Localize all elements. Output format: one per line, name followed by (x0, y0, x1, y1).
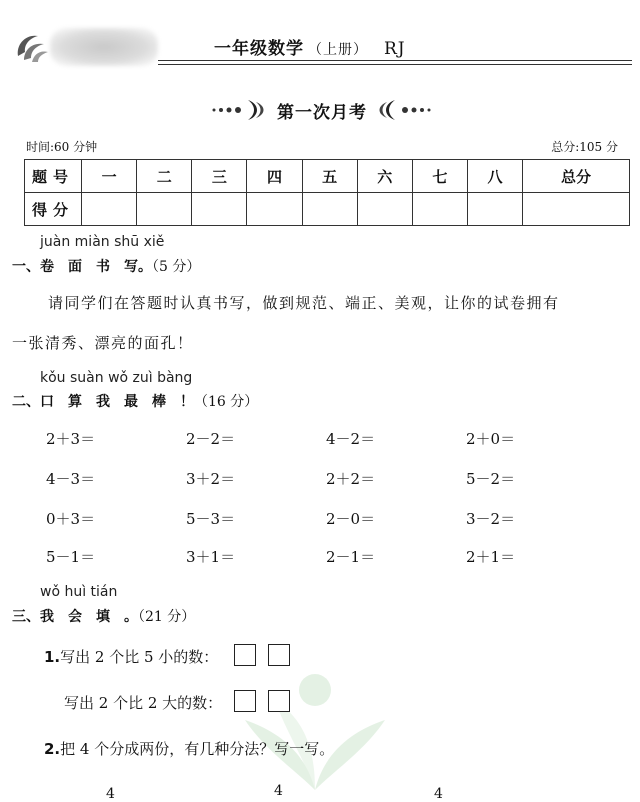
section1-line2: 一张清秀、漂亮的面孔！ (12, 334, 194, 352)
arithmetic-problem: 2－1＝ (326, 548, 376, 566)
arithmetic-problem: 2－0＝ (326, 510, 376, 528)
score-table (24, 159, 630, 226)
ornament-right-icon (375, 98, 433, 122)
publisher-logo-icon (10, 26, 54, 70)
arithmetic-problem: 3－2＝ (466, 510, 516, 528)
column-7: 七 (412, 160, 467, 193)
header-rule-thin (158, 64, 632, 65)
section1-points: （5 分） (152, 259, 201, 275)
answer-box[interactable] (268, 690, 290, 712)
watermark-logo-icon (235, 660, 395, 800)
question-number-label: 题号 (25, 160, 82, 193)
section1-line1: 请同学们在答题时认真书写，做到规范、端正、美观，让你的试卷拥有 (48, 294, 560, 312)
section3-title (12, 606, 195, 626)
arithmetic-problem: 5－3＝ (186, 510, 236, 528)
score-cell[interactable] (302, 193, 357, 226)
score-cell[interactable] (82, 193, 137, 226)
score-table-header-row (25, 160, 630, 193)
header-rule (158, 60, 632, 61)
arithmetic-problem: 4－2＝ (326, 430, 376, 448)
arithmetic-problem: 2＋3＝ (46, 430, 96, 448)
column-5: 五 (302, 160, 357, 193)
section2-title-text: 二、口 算 我 最 棒 ！ (12, 394, 194, 410)
score-cell[interactable] (247, 193, 302, 226)
answer-box[interactable] (234, 690, 256, 712)
blurred-region (50, 28, 158, 66)
section2-title (12, 391, 258, 411)
question-1-number: 1. (44, 648, 61, 666)
score-cell[interactable] (412, 193, 467, 226)
score-cell[interactable] (137, 193, 192, 226)
score-cell[interactable] (357, 193, 412, 226)
answer-box[interactable] (268, 644, 290, 666)
arithmetic-problem: 2＋0＝ (466, 430, 516, 448)
score-label: 得分 (25, 193, 82, 226)
answer-box[interactable] (234, 644, 256, 666)
section3-points: （21 分） (138, 609, 196, 625)
question-1b-text: 写出 2 个比 2 大的数： (64, 694, 223, 712)
split-number: 4 (434, 786, 443, 802)
section3-pinyin: wǒ huì tián (40, 584, 118, 600)
score-cell[interactable] (467, 193, 522, 226)
question-1 (44, 646, 218, 667)
arithmetic-problem: 5－1＝ (46, 548, 96, 566)
exam-total-score: 总分:105 分 (551, 140, 618, 154)
score-table-score-row (25, 193, 630, 226)
arithmetic-problem: 5－2＝ (466, 470, 516, 488)
exam-title: 第一次月考 (277, 103, 367, 123)
score-cell[interactable] (192, 193, 247, 226)
section1-title-text: 一、卷 面 书 写。 (12, 259, 152, 275)
arithmetic-problem: 2＋1＝ (466, 548, 516, 566)
arithmetic-problem: 3＋1＝ (186, 548, 236, 566)
edition-label: RJ (384, 39, 406, 59)
column-4: 四 (247, 160, 302, 193)
column-total: 总分 (523, 160, 630, 193)
section2-points: （16 分） (194, 394, 259, 410)
volume-label: （上册） (308, 42, 368, 58)
section3-title-text: 三、我 会 填 。 (12, 609, 138, 625)
section2-pinyin: kǒu suàn wǒ zuì bàng (40, 370, 193, 386)
arithmetic-problem: 3＋2＝ (186, 470, 236, 488)
arithmetic-problem: 2＋2＝ (326, 470, 376, 488)
header-title (214, 34, 406, 59)
column-8: 八 (467, 160, 522, 193)
subject-title: 一年级数学 (214, 39, 304, 59)
column-6: 六 (357, 160, 412, 193)
section1-title (12, 256, 200, 276)
score-cell[interactable] (523, 193, 630, 226)
column-1: 一 (82, 160, 137, 193)
question-1-text: 写出 2 个比 5 小的数： (60, 648, 219, 666)
section1-pinyin: juàn miàn shū xiě (40, 234, 165, 250)
exam-time: 时间:60 分钟 (26, 140, 98, 154)
question-2-text: 把 4 个分成两份，有几种分法？写一写。 (60, 740, 335, 758)
column-2: 二 (137, 160, 192, 193)
question-2 (44, 738, 334, 759)
question-2-number: 2. (44, 740, 61, 758)
arithmetic-problem: 0＋3＝ (46, 510, 96, 528)
split-number: 4 (274, 783, 283, 799)
arithmetic-problem: 2－2＝ (186, 430, 236, 448)
split-number: 4 (106, 786, 115, 802)
arithmetic-problem: 4－3＝ (46, 470, 96, 488)
column-3: 三 (192, 160, 247, 193)
ornament-left-icon (210, 98, 268, 122)
